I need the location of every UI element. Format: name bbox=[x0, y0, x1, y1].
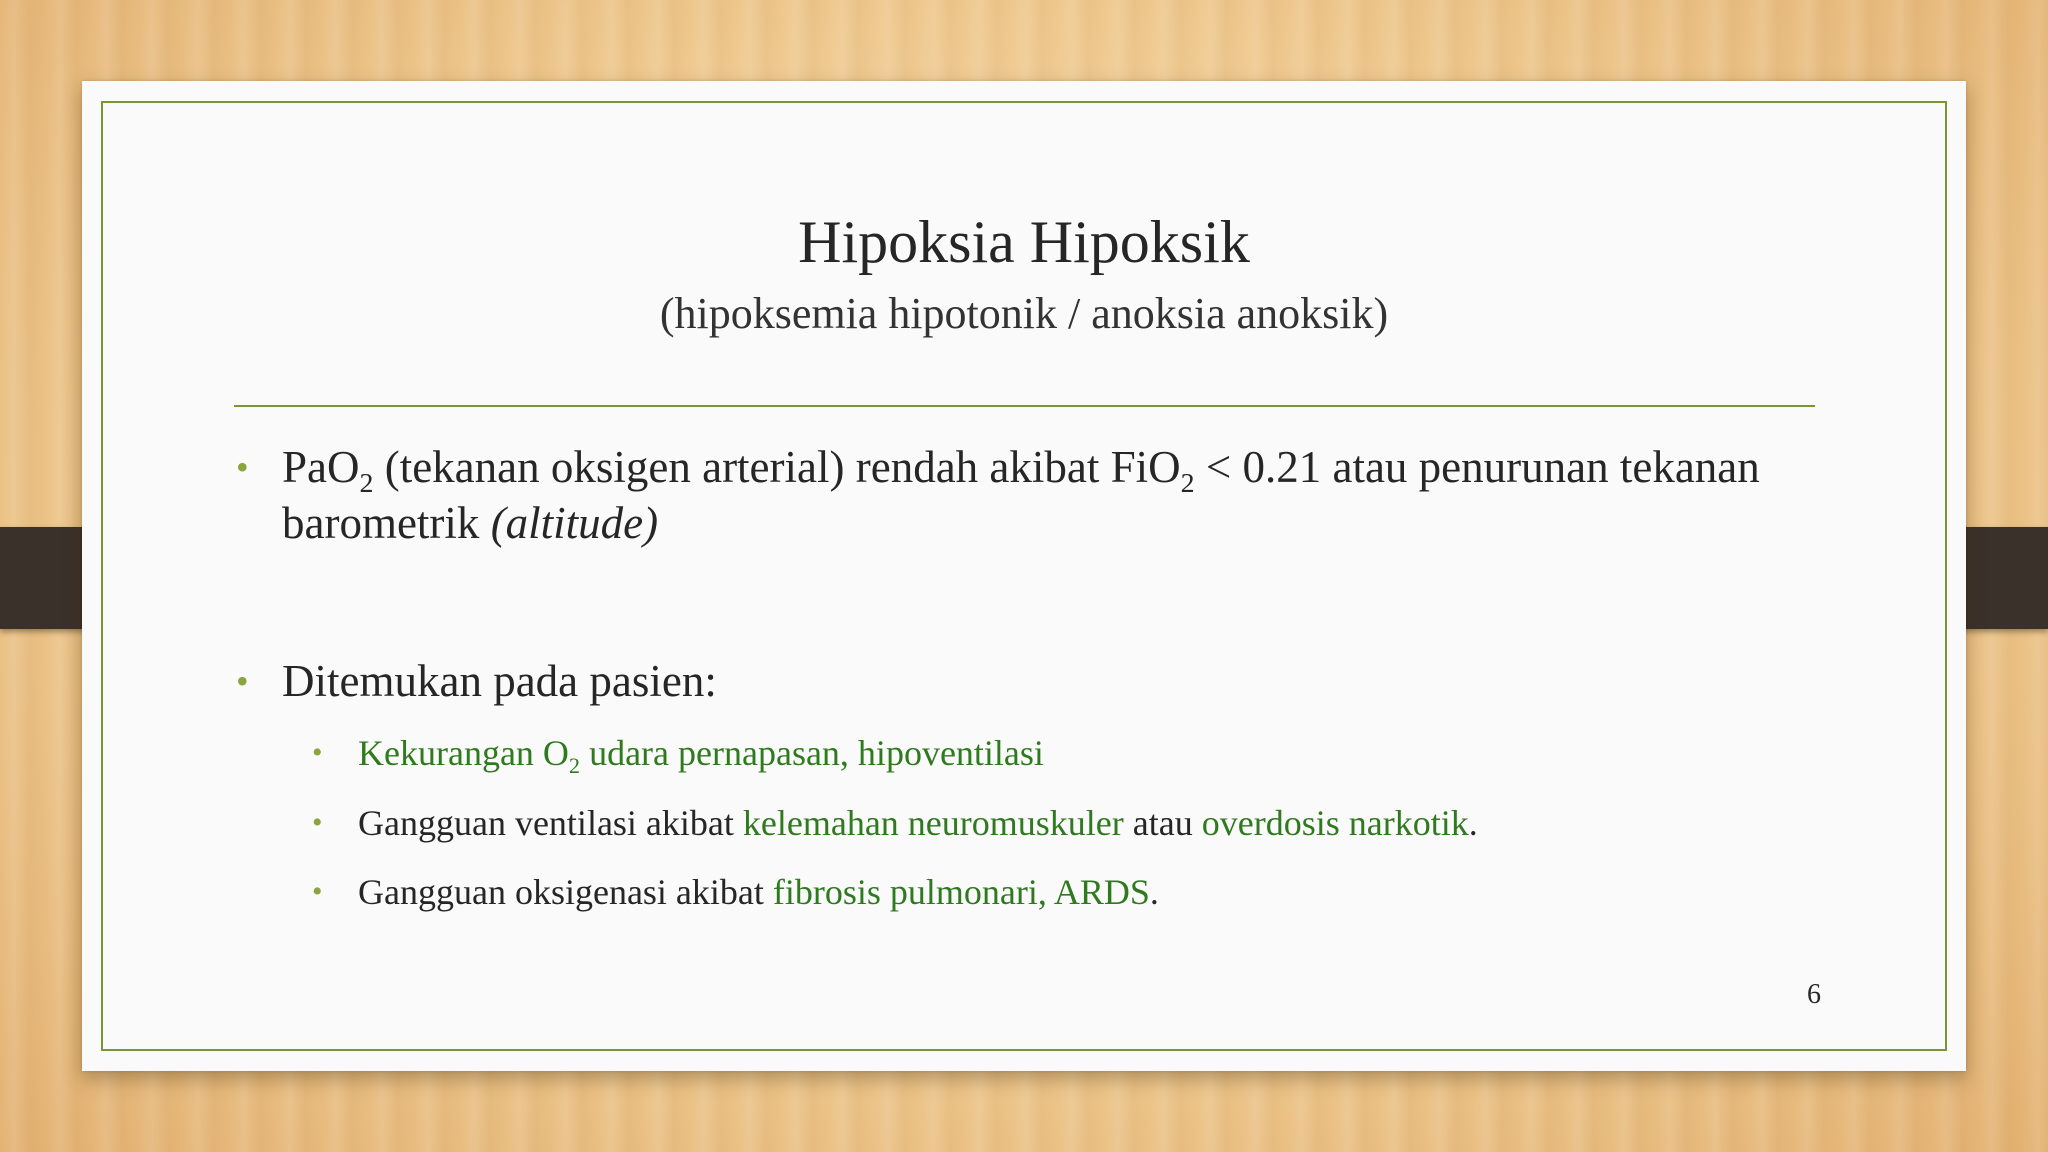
pao2-rest-text: < 0.21 atau penurunan tekanan barometrik bbox=[282, 442, 1760, 548]
ventilasi-green-b: overdosis narkotik bbox=[1201, 803, 1469, 843]
bullet-pao2 bbox=[236, 439, 1842, 551]
ventilasi-plain-a: Gangguan ventilasi akibat bbox=[358, 803, 743, 843]
sub-bullet-dot-icon: • bbox=[312, 875, 323, 908]
sub-bullet-dot-icon: • bbox=[312, 736, 323, 769]
pao2-subscript: 2 bbox=[359, 467, 374, 499]
pao2-text: PaO bbox=[282, 442, 360, 492]
sub-bullet-ventilasi bbox=[312, 801, 1478, 845]
slide-title: Hipoksia Hipoksik bbox=[798, 209, 1250, 275]
slide-card bbox=[82, 81, 1966, 1071]
bullet-ditemukan bbox=[236, 653, 1842, 709]
ventilasi-plain-c: . bbox=[1468, 803, 1478, 843]
title-divider bbox=[234, 405, 1815, 407]
bullet-dot-icon: • bbox=[236, 447, 249, 487]
pao2-mid-text: (tekanan oksigen arterial) rendah akibat FiO bbox=[373, 442, 1181, 492]
oksigenasi-plain-b: . bbox=[1149, 872, 1159, 912]
ditemukan-text: Ditemukan pada pasien: bbox=[282, 656, 717, 706]
ventilasi-plain-b: atau bbox=[1123, 803, 1202, 843]
sub-bullet-oksigenasi bbox=[312, 870, 1159, 914]
ventilasi-green-a: kelemahan neuromuskuler bbox=[742, 803, 1124, 843]
sub-bullet-kekurangan bbox=[312, 731, 1044, 778]
kekurangan-rest-text: udara pernapasan, hipoventilasi bbox=[580, 733, 1044, 773]
slide-subtitle: (hipoksemia hipotonik / anoksia anoksik) bbox=[659, 289, 1389, 338]
altitude-text: (altitude) bbox=[490, 498, 659, 548]
fio2-subscript: 2 bbox=[1180, 467, 1195, 499]
oksigenasi-plain-a: Gangguan oksigenasi akibat bbox=[358, 872, 773, 912]
oksigenasi-green-a: fibrosis pulmonari, ARDS bbox=[772, 872, 1150, 912]
page-number: 6 bbox=[1807, 979, 1821, 1010]
sub-bullet-dot-icon: • bbox=[312, 806, 323, 839]
bullet-dot-icon: • bbox=[236, 661, 249, 701]
o2-subscript: 2 bbox=[568, 752, 581, 778]
kekurangan-text: Kekurangan O bbox=[358, 733, 569, 773]
